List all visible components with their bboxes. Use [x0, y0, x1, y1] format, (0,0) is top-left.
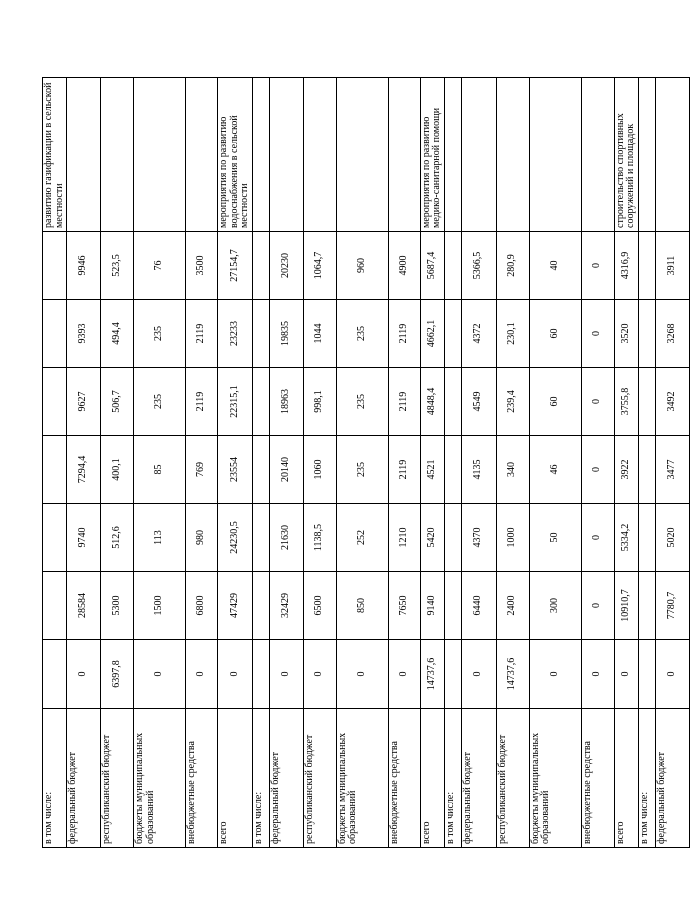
section-title-cell [186, 78, 218, 232]
table-row [655, 78, 689, 848]
value-cell: 32429 [269, 572, 303, 640]
value-cell [638, 300, 655, 368]
value-cell: 4372 [461, 300, 496, 368]
value-cell: 0 [581, 436, 614, 504]
value-cell: 2119 [186, 368, 218, 436]
value-cell: 769 [186, 436, 218, 504]
value-cell [638, 436, 655, 504]
value-cell: 400,1 [101, 436, 134, 504]
value-cell: 2119 [186, 300, 218, 368]
value-cell: 46 [529, 436, 581, 504]
value-cell [252, 300, 269, 368]
value-cell: 1500 [134, 572, 186, 640]
value-cell: 235 [134, 368, 186, 436]
value-cell [638, 640, 655, 709]
value-cell [43, 436, 67, 504]
value-cell: 2119 [388, 368, 420, 436]
value-cell: 6500 [303, 572, 336, 640]
value-cell [252, 368, 269, 436]
budget-table [42, 77, 690, 848]
value-cell: 85 [134, 436, 186, 504]
value-cell: 9946 [67, 232, 101, 300]
value-cell [638, 232, 655, 300]
value-cell [444, 640, 461, 709]
value-cell: 5300 [101, 572, 134, 640]
value-cell: 24230,5 [218, 504, 253, 572]
value-cell: 0 [581, 504, 614, 572]
row-label: республиканский бюджет [303, 709, 336, 848]
section-title-cell [336, 78, 388, 232]
value-cell: 19835 [269, 300, 303, 368]
value-cell: 300 [529, 572, 581, 640]
value-cell: 280,9 [496, 232, 529, 300]
value-cell: 0 [186, 640, 218, 709]
value-cell: 3520 [614, 300, 638, 368]
value-cell [444, 368, 461, 436]
value-cell: 0 [461, 640, 496, 709]
value-cell [444, 232, 461, 300]
value-cell [43, 572, 67, 640]
value-cell: 3477 [655, 436, 689, 504]
value-cell: 9140 [420, 572, 444, 640]
row-label: внебюджетные средства [581, 709, 614, 848]
value-cell: 7294,4 [67, 436, 101, 504]
value-cell: 5020 [655, 504, 689, 572]
budget-table-body [43, 78, 690, 848]
value-cell [252, 436, 269, 504]
value-cell: 4848,4 [420, 368, 444, 436]
value-cell: 0 [581, 232, 614, 300]
value-cell: 4521 [420, 436, 444, 504]
value-cell: 3492 [655, 368, 689, 436]
value-cell: 340 [496, 436, 529, 504]
value-cell: 0 [388, 640, 420, 709]
value-cell: 6397,8 [101, 640, 134, 709]
value-cell [43, 232, 67, 300]
section-title-cell [101, 78, 134, 232]
table-row [252, 78, 269, 848]
value-cell: 3911 [655, 232, 689, 300]
value-cell: 850 [336, 572, 388, 640]
section-title-cell [581, 78, 614, 232]
row-label: федеральный бюджет [67, 709, 101, 848]
table-row [134, 78, 186, 848]
value-cell: 0 [581, 300, 614, 368]
section-title: мероприятия по развитию водоснабжения в сельской местности [218, 78, 253, 232]
value-cell: 60 [529, 300, 581, 368]
value-cell: 50 [529, 504, 581, 572]
value-cell: 523,5 [101, 232, 134, 300]
value-cell: 23554 [218, 436, 253, 504]
table-row [388, 78, 420, 848]
value-cell: 4370 [461, 504, 496, 572]
value-cell: 2119 [388, 300, 420, 368]
table-row [43, 78, 67, 848]
value-cell: 6440 [461, 572, 496, 640]
value-cell: 0 [303, 640, 336, 709]
table-row [218, 78, 253, 848]
table-row [303, 78, 336, 848]
value-cell: 22315,1 [218, 368, 253, 436]
section-title-cell [529, 78, 581, 232]
section-title-cell [461, 78, 496, 232]
value-cell: 20140 [269, 436, 303, 504]
value-cell: 0 [134, 640, 186, 709]
row-label: в том числе: [444, 709, 461, 848]
value-cell: 235 [336, 300, 388, 368]
section-title: развитию газификации в сельской местности [43, 78, 67, 232]
value-cell: 40 [529, 232, 581, 300]
table-row [269, 78, 303, 848]
value-cell: 494,4 [101, 300, 134, 368]
value-cell: 235 [134, 300, 186, 368]
value-cell: 5420 [420, 504, 444, 572]
value-cell [444, 300, 461, 368]
value-cell [252, 572, 269, 640]
value-cell: 239,4 [496, 368, 529, 436]
value-cell: 0 [655, 640, 689, 709]
value-cell: 27154,7 [218, 232, 253, 300]
value-cell: 2400 [496, 572, 529, 640]
value-cell [43, 368, 67, 436]
value-cell: 7780,7 [655, 572, 689, 640]
value-cell: 21630 [269, 504, 303, 572]
value-cell: 0 [218, 640, 253, 709]
value-cell: 235 [336, 368, 388, 436]
value-cell: 0 [269, 640, 303, 709]
table-row [444, 78, 461, 848]
value-cell: 3268 [655, 300, 689, 368]
value-cell [43, 300, 67, 368]
section-title-cell [134, 78, 186, 232]
row-label: бюджеты муниципальных образований [336, 709, 388, 848]
section-title-cell [303, 78, 336, 232]
value-cell: 20230 [269, 232, 303, 300]
section-title-cell [655, 78, 689, 232]
value-cell [43, 640, 67, 709]
value-cell: 47429 [218, 572, 253, 640]
value-cell: 5687,4 [420, 232, 444, 300]
row-label: внебюджетные средства [388, 709, 420, 848]
table-row [336, 78, 388, 848]
section-title-cell [388, 78, 420, 232]
table-row [529, 78, 581, 848]
section-title-cell [638, 78, 655, 232]
value-cell: 14737,6 [496, 640, 529, 709]
row-label: всего [614, 709, 638, 848]
value-cell: 230,1 [496, 300, 529, 368]
table-row [496, 78, 529, 848]
row-label: в том числе: [43, 709, 67, 848]
value-cell: 5366,5 [461, 232, 496, 300]
value-cell: 252 [336, 504, 388, 572]
value-cell: 1060 [303, 436, 336, 504]
value-cell [43, 504, 67, 572]
table-row [638, 78, 655, 848]
value-cell: 1064,7 [303, 232, 336, 300]
row-label: всего [218, 709, 253, 848]
table-row [614, 78, 638, 848]
section-title-cell [496, 78, 529, 232]
value-cell: 4135 [461, 436, 496, 504]
value-cell [638, 572, 655, 640]
value-cell: 235 [336, 436, 388, 504]
section-title: мероприятия по развитию медико-санитарной помощи [420, 78, 444, 232]
table-row [67, 78, 101, 848]
value-cell: 0 [529, 640, 581, 709]
value-cell: 1210 [388, 504, 420, 572]
value-cell [252, 504, 269, 572]
value-cell: 23233 [218, 300, 253, 368]
row-label: федеральный бюджет [461, 709, 496, 848]
value-cell: 4549 [461, 368, 496, 436]
value-cell: 0 [67, 640, 101, 709]
value-cell: 3755,8 [614, 368, 638, 436]
value-cell [638, 368, 655, 436]
value-cell: 9740 [67, 504, 101, 572]
table-row [186, 78, 218, 848]
value-cell [252, 232, 269, 300]
value-cell [444, 504, 461, 572]
value-cell: 14737,6 [420, 640, 444, 709]
value-cell: 5334,2 [614, 504, 638, 572]
section-title-cell [67, 78, 101, 232]
value-cell [252, 640, 269, 709]
value-cell: 60 [529, 368, 581, 436]
table-row [461, 78, 496, 848]
value-cell: 0 [581, 368, 614, 436]
section-title-cell [252, 78, 269, 232]
row-label: федеральный бюджет [655, 709, 689, 848]
value-cell: 1138,5 [303, 504, 336, 572]
value-cell: 512,6 [101, 504, 134, 572]
value-cell: 2119 [388, 436, 420, 504]
value-cell [444, 572, 461, 640]
row-label: федеральный бюджет [269, 709, 303, 848]
value-cell: 28584 [67, 572, 101, 640]
rotated-page [42, 78, 677, 848]
table-row [581, 78, 614, 848]
value-cell: 998,1 [303, 368, 336, 436]
row-label: бюджеты муниципальных образований [134, 709, 186, 848]
row-label: республиканский бюджет [101, 709, 134, 848]
value-cell [638, 504, 655, 572]
value-cell: 3922 [614, 436, 638, 504]
row-label: в том числе: [638, 709, 655, 848]
value-cell: 10910,7 [614, 572, 638, 640]
value-cell: 1044 [303, 300, 336, 368]
value-cell: 0 [614, 640, 638, 709]
value-cell: 18963 [269, 368, 303, 436]
value-cell: 9393 [67, 300, 101, 368]
value-cell: 4900 [388, 232, 420, 300]
value-cell: 0 [581, 572, 614, 640]
table-row [420, 78, 444, 848]
value-cell: 0 [336, 640, 388, 709]
value-cell: 76 [134, 232, 186, 300]
table-row [101, 78, 134, 848]
value-cell: 980 [186, 504, 218, 572]
value-cell: 113 [134, 504, 186, 572]
section-title-cell [444, 78, 461, 232]
section-title-cell [269, 78, 303, 232]
value-cell: 960 [336, 232, 388, 300]
value-cell: 0 [581, 640, 614, 709]
value-cell: 506,7 [101, 368, 134, 436]
value-cell [444, 436, 461, 504]
row-label: бюджеты муниципальных образований [529, 709, 581, 848]
row-label: республиканский бюджет [496, 709, 529, 848]
value-cell: 4662,1 [420, 300, 444, 368]
value-cell: 1000 [496, 504, 529, 572]
row-label: всего [420, 709, 444, 848]
section-title: строительство спортивных сооружений и площадок [614, 78, 638, 232]
row-label: внебюджетные средства [186, 709, 218, 848]
value-cell: 9627 [67, 368, 101, 436]
value-cell: 4316,9 [614, 232, 638, 300]
value-cell: 7650 [388, 572, 420, 640]
row-label: в том числе: [252, 709, 269, 848]
value-cell: 6800 [186, 572, 218, 640]
value-cell: 3500 [186, 232, 218, 300]
